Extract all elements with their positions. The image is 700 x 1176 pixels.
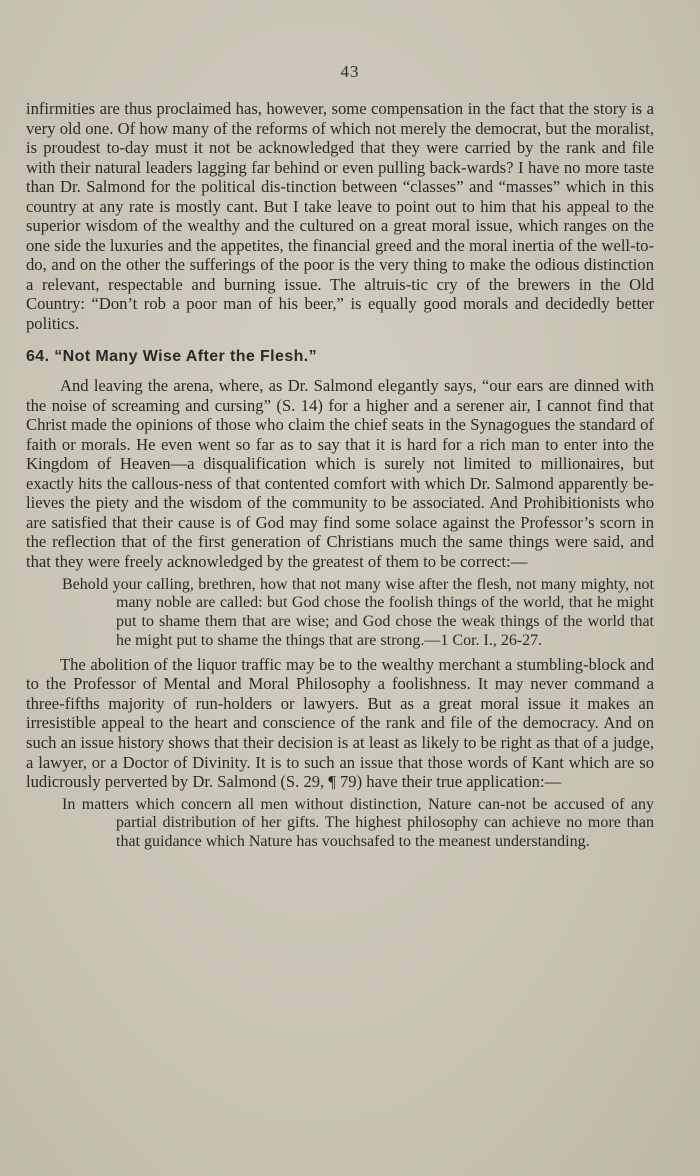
paragraph-leaving-arena: And leaving the arena, where, as Dr. Salmond elegantly says, “our ears are dinned with the noise of screaming and cursing” (S. 14) for a higher and a serener air, I cannot find that Christ made the opinions of those who claim the chief seats in the Synagogues the standard of faith or morals. He even went so far as to say that it is hard for a rich man to enter into the Kingdom of Heaven—a disqualification which is surely not limited to millionaires, but exactly hits the callous-ness of that contented comfort with which Dr. Salmond apparently be-lieves the piety and the wisdom of the community to be associated. And Prohibitionists who are satisfied that their cause is of God may find some solace against the Professor’s scorn in the reflection that of the first generation of Christians much the same things were said, and that they were freely acknowledged by the greatest of them to be correct:— xyxy=(26,376,654,572)
section-heading: 64. “Not Many Wise After the Flesh.” xyxy=(26,347,318,365)
quotation-corinthians: Behold your calling, brethren, how that not many wise after the flesh, not many mighty, not many noble are called: but God chose the foolish things of the world, that he might put to shame them that are wise; and God chose the weak things of the world that he might put to shame the things that are strong.—1 Cor. I., 26-27. xyxy=(62,575,654,649)
quotation-kant: In matters which concern all men without distinction, Nature can-not be accused of any partial distribution of her gifts. The highest philosophy can achieve no more than that guidance which Nature has vouchsafed to the meanest understanding. xyxy=(62,795,654,851)
page-number: 43 xyxy=(340,62,360,81)
paragraph-abolition: The abolition of the liquor traffic may be to the wealthy merchant a stumbling-block and to the Professor of Mental and Moral Philosophy a foolishness. It may never command a three-fifths majority of run-holders or lawyers. But as a great moral issue it makes an irresistible appeal to the heart and conscience of the rank and file of the democracy. And on such an issue history shows that their decision is at least as likely to be right as that of a judge, a lawyer, or a Doctor of Divinity. It is to such an issue that those words of Kant which are so ludicrously perverted by Dr. Salmond (S. 29, ¶ 79) have their true application:— xyxy=(26,654,654,792)
paragraph-continuation: infirmities are thus proclaimed has, however, some compensation in the fact that the story is a very old one. Of how many of the reforms of which not merely the democrat, but the moralist, is proudest to-day must it not be acknowledged that they were carried by the rank and file with their natural leaders lagging far behind or even pulling back-wards? I have no more taste than Dr. Salmond for the political dis-tinction between “classes” and “masses” which in this country at any rate is mostly cant. But I take leave to point out to him that his appeal to the superior wisdom of the wealthy and the cultured on a great moral issue, which ranges on the one side the luxuries and the appetites, the financial greed and the moral inertia of the well-to-do, and on the other the sufferings of the poor is the very thing to make the odious distinction a relevant, respectable and burning issue. The altruis-tic cry of the brewers in the Old Country: “Don’t rob a poor man of his beer,” is equally good morals and decidedly better politics. xyxy=(26,99,654,334)
page-text xyxy=(26,99,654,856)
